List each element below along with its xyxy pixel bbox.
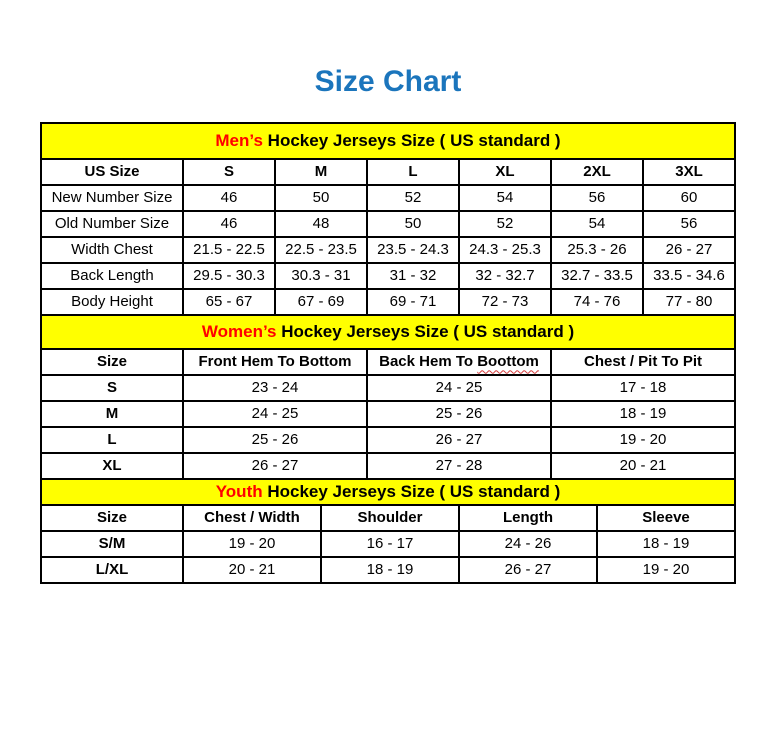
youth-band-row (41, 479, 735, 505)
row-label: S/M (41, 531, 183, 557)
cell-value: 18 - 19 (597, 531, 735, 557)
cell-value: 52 (367, 185, 459, 211)
youth-header-row (41, 505, 735, 531)
cell-value: 74 - 76 (551, 289, 643, 315)
col-header: S (183, 159, 275, 185)
cell-value: 46 (183, 211, 275, 237)
table-row (41, 401, 735, 427)
table-row (41, 557, 735, 583)
cell-value: 50 (275, 185, 367, 211)
table-row (41, 427, 735, 453)
col-header: L (367, 159, 459, 185)
cell-value: 18 - 19 (551, 401, 735, 427)
page-title: Size Chart (314, 65, 462, 98)
cell-value: 56 (643, 211, 735, 237)
cell-value: 19 - 20 (183, 531, 321, 557)
cell-value: 67 - 69 (275, 289, 367, 315)
table-row (41, 531, 735, 557)
mens-size-table (40, 122, 736, 316)
cell-value: 19 - 20 (597, 557, 735, 583)
cell-value: 52 (459, 211, 551, 237)
cell-value: 65 - 67 (183, 289, 275, 315)
cell-value: 32 - 32.7 (459, 263, 551, 289)
col-header: Chest / Pit To Pit (551, 349, 735, 375)
cell-value: 30.3 - 31 (275, 263, 367, 289)
table-row (41, 375, 735, 401)
col-header: XL (459, 159, 551, 185)
cell-value: 17 - 18 (551, 375, 735, 401)
cell-value: 24.3 - 25.3 (459, 237, 551, 263)
size-chart-tables (40, 122, 734, 584)
col-header: 2XL (551, 159, 643, 185)
cell-value: 25.3 - 26 (551, 237, 643, 263)
row-label: Old Number Size (41, 211, 183, 237)
row-label: M (41, 401, 183, 427)
row-label: New Number Size (41, 185, 183, 211)
mens-header-row (41, 159, 735, 185)
row-label: L/XL (41, 557, 183, 583)
cell-value: 21.5 - 22.5 (183, 237, 275, 263)
cell-value: 19 - 20 (551, 427, 735, 453)
row-label: Body Height (41, 289, 183, 315)
cell-value: 33.5 - 34.6 (643, 263, 735, 289)
cell-value: 32.7 - 33.5 (551, 263, 643, 289)
youth-size-table (40, 478, 736, 584)
cell-value: 60 (643, 185, 735, 211)
table-row (41, 263, 735, 289)
cell-value: 50 (367, 211, 459, 237)
cell-value: 23 - 24 (183, 375, 367, 401)
youth-section-highlight: Youth (215, 482, 263, 502)
cell-value: 25 - 26 (183, 427, 367, 453)
womens-section-highlight: Women’s (201, 322, 277, 342)
col-header: Shoulder (321, 505, 459, 531)
cell-value: 54 (551, 211, 643, 237)
cell-value: 20 - 21 (551, 453, 735, 479)
youth-section-title (41, 479, 735, 505)
cell-value: 26 - 27 (459, 557, 597, 583)
col-header-misspelled (367, 349, 551, 375)
mens-section-title (41, 123, 735, 159)
womens-section-text: Hockey Jerseys Size ( US standard ) (281, 322, 575, 342)
womens-size-table (40, 314, 736, 480)
cell-value: 77 - 80 (643, 289, 735, 315)
col-header: 3XL (643, 159, 735, 185)
cell-value: 18 - 19 (321, 557, 459, 583)
cell-value: 27 - 28 (367, 453, 551, 479)
womens-band-row (41, 315, 735, 349)
cell-value: 26 - 27 (183, 453, 367, 479)
youth-section-text: Hockey Jerseys Size ( US standard ) (267, 482, 561, 502)
cell-value: 24 - 25 (367, 375, 551, 401)
cell-value: 26 - 27 (643, 237, 735, 263)
col-header: Size (41, 349, 183, 375)
row-label: XL (41, 453, 183, 479)
womens-section-title (41, 315, 735, 349)
cell-value: 31 - 32 (367, 263, 459, 289)
table-row (41, 211, 735, 237)
row-label: Back Length (41, 263, 183, 289)
cell-value: 16 - 17 (321, 531, 459, 557)
cell-value: 26 - 27 (367, 427, 551, 453)
mens-section-highlight: Men’s (215, 131, 263, 151)
cell-value: 72 - 73 (459, 289, 551, 315)
mens-section-text: Hockey Jerseys Size ( US standard ) (267, 131, 561, 151)
col-header: M (275, 159, 367, 185)
table-row (41, 289, 735, 315)
cell-value: 20 - 21 (183, 557, 321, 583)
mens-band-row (41, 123, 735, 159)
womens-header-row (41, 349, 735, 375)
row-label: Width Chest (41, 237, 183, 263)
col-header: Front Hem To Bottom (183, 349, 367, 375)
cell-value: 48 (275, 211, 367, 237)
table-row (41, 185, 735, 211)
cell-value: 24 - 25 (183, 401, 367, 427)
col-header: US Size (41, 159, 183, 185)
col-header-prefix: Back Hem To (379, 353, 478, 371)
cell-value: 24 - 26 (459, 531, 597, 557)
row-label: L (41, 427, 183, 453)
cell-value: 25 - 26 (367, 401, 551, 427)
spellcheck-squiggle-word: Boottom (477, 353, 539, 371)
col-header: Sleeve (597, 505, 735, 531)
col-header: Size (41, 505, 183, 531)
table-row (41, 237, 735, 263)
cell-value: 56 (551, 185, 643, 211)
cell-value: 22.5 - 23.5 (275, 237, 367, 263)
row-label: S (41, 375, 183, 401)
cell-value: 54 (459, 185, 551, 211)
cell-value: 23.5 - 24.3 (367, 237, 459, 263)
col-header: Length (459, 505, 597, 531)
table-row (41, 453, 735, 479)
cell-value: 46 (183, 185, 275, 211)
cell-value: 29.5 - 30.3 (183, 263, 275, 289)
cell-value: 69 - 71 (367, 289, 459, 315)
size-chart-page (0, 64, 776, 756)
col-header: Chest / Width (183, 505, 321, 531)
